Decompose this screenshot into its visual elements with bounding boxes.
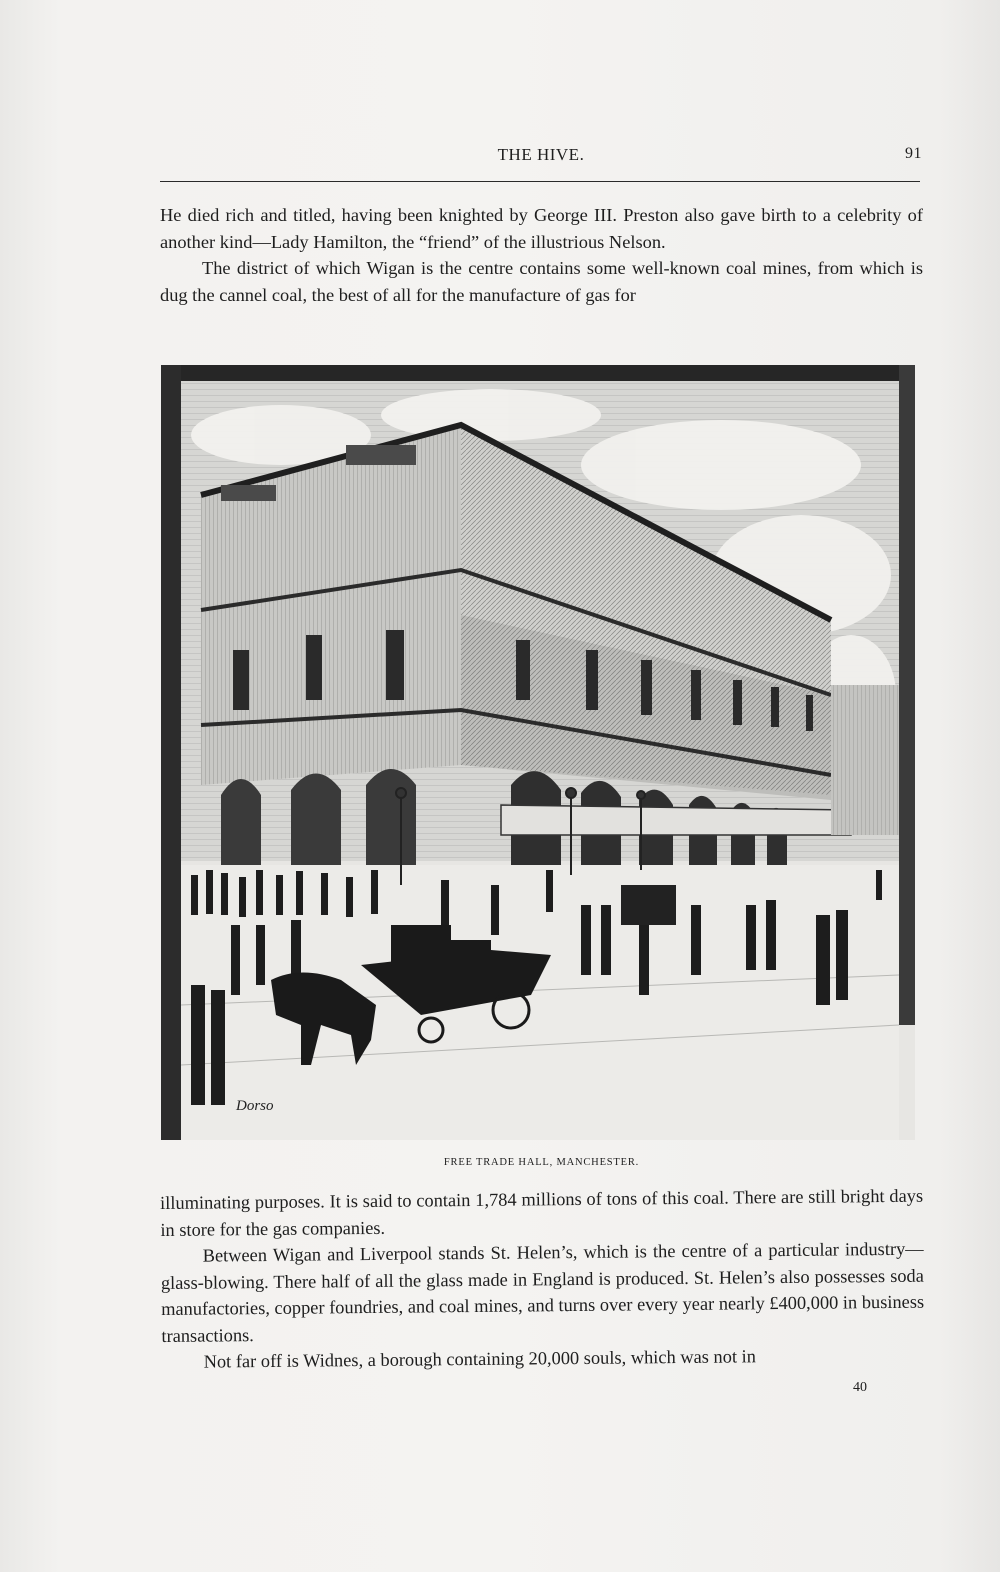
- running-title: THE HIVE.: [497, 145, 585, 164]
- paragraph: illuminating purposes. It is said to contain 1,784 millions of tons of this coal. There are still bright days in store for the gas companies.: [160, 1185, 924, 1240]
- running-head: [160, 145, 922, 165]
- engraving-illustration: [161, 365, 915, 1140]
- header-rule: [160, 181, 920, 182]
- body-text-top: [160, 202, 923, 308]
- paragraph: Between Wigan and Liverpool stands St. Helen’s, which is the centre of a particular industry—glass-blowing. There half of all the glass made in England is produced. St. Helen’s also possesses soda manufactories, copper foundries, and coal mines, and turns over every year nearly £400,000 in business transactions.: [160, 1238, 925, 1346]
- figure-caption: FREE TRADE HALL, MANCHESTER.: [443, 1157, 640, 1168]
- paragraph: Not far off is Widnes, a borough containing 20,000 souls, which was not in: [203, 1346, 757, 1372]
- engraver-signature: Dorso: [236, 1098, 274, 1114]
- printer-signature-mark: 40: [853, 1380, 867, 1395]
- paragraph: The district of which Wigan is the centre contains some well-known coal mines, from which is dug the cannel coal, the best of all for the manufacture of gas for: [160, 258, 923, 305]
- paragraph: He died rich and titled, having been knighted by George III. Preston also gave birth to a celebrity of another kind—Lady Hamilton, the “friend” of the illustrious Nelson.: [160, 205, 923, 252]
- page-number: 91: [905, 145, 922, 162]
- body-text-bottom: [160, 1183, 925, 1376]
